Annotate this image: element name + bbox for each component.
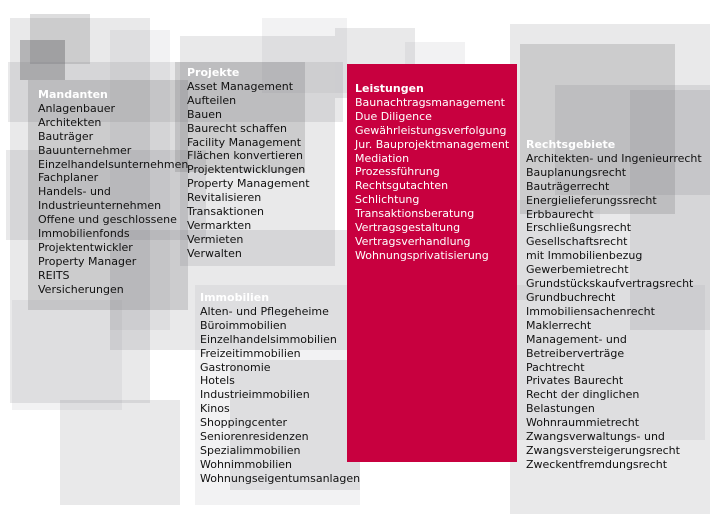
- list-item: Bauträger: [38, 129, 94, 143]
- list-item: Wohnungsprivatisierung: [355, 248, 489, 262]
- list-item: Zwangsverwaltungs- und: [526, 430, 665, 444]
- list-item: Transaktionsberatung: [355, 207, 475, 221]
- list-item: Pachtrecht: [526, 360, 585, 374]
- list-item: Asset Management: [187, 79, 294, 93]
- list-item: Gastronomie: [200, 360, 271, 374]
- list-item: Bauunternehmer: [38, 143, 132, 157]
- list-item: Architekten- und Ingenieurrecht: [526, 151, 702, 165]
- list-item: Einzelhandelsunternehmen: [38, 157, 189, 171]
- list-item: Vertragsgestaltung: [355, 221, 461, 235]
- list-item: Gesellschaftsrecht: [526, 235, 628, 249]
- leistungen-heading: Leistungen: [355, 82, 424, 95]
- list-item: Baunachtragsmanagement: [355, 95, 505, 109]
- rechtsgebiete-column: [526, 138, 702, 472]
- projekte-heading: Projekte: [187, 66, 240, 79]
- list-item: Fachplaner: [38, 171, 99, 185]
- list-item: Due Diligence: [355, 109, 432, 123]
- list-item: Bauen: [187, 107, 222, 121]
- list-item: Belastungen: [526, 402, 595, 416]
- list-item: Wohnungseigentumsanlagen: [200, 471, 361, 485]
- list-item: Immobilienfonds: [38, 227, 130, 241]
- bg-rect: [60, 400, 180, 505]
- mandanten-list: [38, 102, 188, 297]
- list-item: Projektentwickler: [38, 240, 133, 254]
- bg-rect: [12, 300, 122, 410]
- list-item: Zwangsversteigerungsrecht: [526, 443, 680, 457]
- list-item: REITS: [38, 268, 70, 282]
- list-item: Property Management: [187, 177, 310, 191]
- list-item: Immobiliensachenrecht: [526, 304, 655, 318]
- immobilien-heading: Immobilien: [200, 291, 270, 304]
- list-item: Kinos: [200, 402, 230, 416]
- list-item: Industrieunternehmen: [38, 199, 162, 213]
- list-item: Spezialimmobilien: [200, 443, 301, 457]
- list-item: Gewerbemietrecht: [526, 263, 629, 277]
- list-item: Grundbuchrecht: [526, 290, 616, 304]
- list-item: Jur. Bauprojektmanagement: [355, 137, 510, 151]
- list-item: Aufteilen: [187, 93, 237, 107]
- list-item: Betreiberverträge: [526, 346, 625, 360]
- leistungen-list: [355, 96, 509, 263]
- list-item: Privates Baurecht: [526, 374, 624, 388]
- list-item: Transaktionen: [187, 205, 264, 219]
- list-item: Projektentwicklungen: [187, 163, 306, 177]
- list-item: Grundstückskaufvertragsrecht: [526, 277, 694, 291]
- list-item: Maklerrecht: [526, 318, 592, 332]
- list-item: Erbbaurecht: [526, 207, 594, 221]
- projekte-column: [187, 66, 310, 261]
- list-item: Rechtsgutachten: [355, 179, 449, 193]
- immobilien-list: [200, 305, 360, 486]
- list-item: Hotels: [200, 374, 235, 388]
- list-item: Energielieferungssrecht: [526, 193, 657, 207]
- list-item: Seniorenresidenzen: [200, 430, 309, 444]
- list-item: Revitalisieren: [187, 191, 262, 205]
- list-item: Bauplanungsrecht: [526, 165, 627, 179]
- list-item: Mediation: [355, 151, 410, 165]
- projekte-list: [187, 80, 310, 261]
- list-item: Wohnraummietrecht: [526, 416, 640, 430]
- list-item: Baurecht schaffen: [187, 121, 287, 135]
- list-item: Verwalten: [187, 246, 242, 260]
- list-item: Property Manager: [38, 254, 137, 268]
- list-item: Flächen konvertieren: [187, 149, 304, 163]
- list-item: Büroimmobilien: [200, 318, 287, 332]
- list-item: Vermieten: [187, 232, 244, 246]
- list-item: Handels- und: [38, 185, 111, 199]
- immobilien-column: [200, 291, 360, 486]
- list-item: Freizeitimmobilien: [200, 346, 301, 360]
- list-item: Versicherungen: [38, 282, 124, 296]
- list-item: Management- und: [526, 332, 627, 346]
- list-item: Wohnimmobilien: [200, 457, 293, 471]
- list-item: Bauträgerrecht: [526, 179, 610, 193]
- list-item: Gewährleistungsverfolgung: [355, 123, 507, 137]
- list-item: Schlichtung: [355, 193, 420, 207]
- list-item: Facility Management: [187, 135, 302, 149]
- rechtsgebiete-list: [526, 152, 702, 472]
- list-item: Zweckentfremdungsrecht: [526, 457, 668, 471]
- list-item: mit Immobilienbezug: [526, 249, 643, 263]
- mandanten-heading: Mandanten: [38, 88, 108, 101]
- list-item: Industrieimmobilien: [200, 388, 310, 402]
- list-item: Recht der dinglichen: [526, 388, 640, 402]
- rechtsgebiete-heading: Rechtsgebiete: [526, 138, 616, 151]
- list-item: Offene und geschlossene: [38, 213, 177, 227]
- list-item: Vermarkten: [187, 218, 252, 232]
- list-item: Prozessführung: [355, 165, 440, 179]
- list-item: Alten- und Pflegeheime: [200, 304, 329, 318]
- mandanten-column: [38, 88, 188, 297]
- list-item: Vertragsverhandlung: [355, 234, 471, 248]
- list-item: Shoppingcenter: [200, 416, 288, 430]
- list-item: Architekten: [38, 115, 102, 129]
- leistungen-column: [355, 82, 509, 263]
- list-item: Einzelhandelsimmobilien: [200, 332, 337, 346]
- list-item: Anlagenbauer: [38, 101, 115, 115]
- list-item: Erschließungsrecht: [526, 221, 632, 235]
